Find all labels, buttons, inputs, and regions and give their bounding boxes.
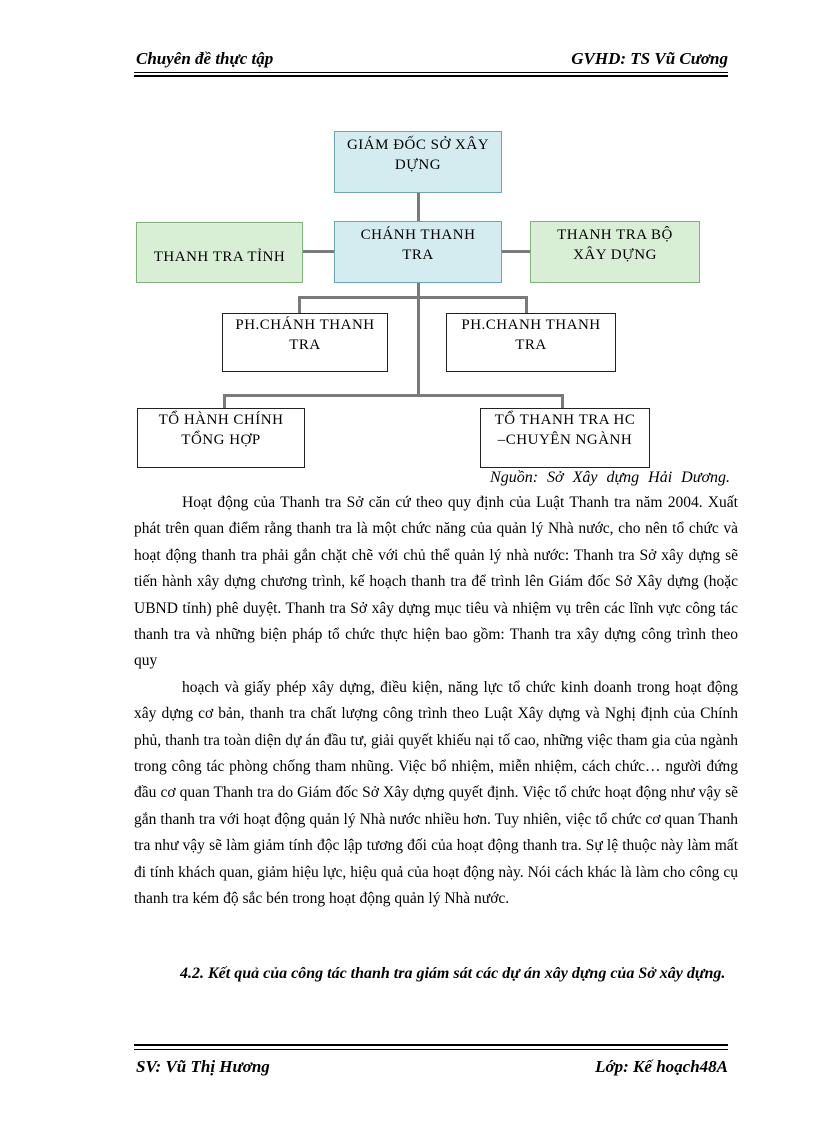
paragraph-2: hoạch và giấy phép xây dựng, điều kiện, năng lực tổ chức kinh doanh trong hoạt động xây dựng cơ bản, thanh tra chất lượng công trình theo Luật Xây dựng và Nghị định của Chính phủ, thanh tra toàn diện dự án đầu tư, giải quyết khiếu nại tố cao, những việc tham gia của ngành trong công tác phòng chống tham nhũng. Việc bổ nhiệm, miễn nhiệm, cách chức… người đứng đầu cơ quan Thanh tra do Giám đốc Sở Xây dựng quyết định. Việc tổ chức hoạt động như vậy sẽ gắn thanh tra với hoạt động quản lý Nhà nước nhiều hơn. Tuy nhiên, việc tổ chức cơ quan Thanh tra như vậy sẽ làm giảm tính độc lập tương đối của hoạt động thanh tra. Sự lệ thuộc này làm mất đi tính khách quan, giảm hiệu lực, hiệu quả của hoạt động này. Nói cách khác là làm cho công cụ thanh tra kém độ sắc bén trong hoạt động quản lý Nhà nước.	[134, 678, 738, 908]
connector-units-bar	[223, 394, 564, 397]
connector-chief-ministry	[502, 250, 530, 253]
connector-director-chief	[417, 193, 420, 221]
chart-source: Nguồn: Sở Xây dựng Hải Dương.	[490, 469, 730, 486]
box-specialized-unit: TỔ THANH TRA HC –CHUYÊN NGÀNH	[480, 408, 650, 468]
footer-rule-thick	[134, 1044, 728, 1046]
section-heading: 4.2. Kết quả của công tác thanh tra giám sát các dự án xây dựng của Sở xây dựng.	[180, 965, 726, 982]
footer-student: SV: Vũ Thị Hương	[136, 1057, 270, 1076]
footer-class: Lớp: Kế hoạch48A	[595, 1057, 728, 1076]
box-ministry-inspector: THANH TRA BỘ XÂY DỰNG	[530, 221, 700, 283]
box-admin-unit: TỔ HÀNH CHÍNH TỔNG HỢP	[137, 408, 305, 468]
box-chief-inspector: CHÁNH THANH TRA	[334, 221, 502, 283]
paragraph-1: Hoạt động của Thanh tra Sở căn cứ theo quy định của Luật Thanh tra năm 2004. Xuất phát trên quan điểm rằng thanh tra là một chức năng của quản lý Nhà nước, cho nên tổ chức và hoạt động thanh tra phải gắn chặt chẽ với chủ thể quản lý nhà nước: Thanh tra Sở xây dựng sẽ tiến hành xây dựng chương trình, kế hoạch thanh tra để trình lên Giám đốc Sở Xây dựng (hoặc UBND tỉnh) phê duyệt. Thanh tra Sở xây dựng mục tiêu và nhiệm vụ trên các lĩnh vực công tác thanh tra và những biện pháp tổ chức thực hiện bao gồm: Thanh tra xây dựng công trình theo quy	[134, 494, 738, 670]
box-deputy-right: PH.CHANH THANH TRA	[446, 313, 616, 372]
header-title: Chuyên đề thực tập	[136, 49, 274, 68]
connector-deputy-right	[525, 296, 528, 313]
header-advisor: GVHD: TS Vũ Cương	[571, 49, 728, 68]
connector-unit-left	[223, 394, 226, 408]
box-director: GIÁM ĐỐC SỞ XÂY DỰNG	[334, 131, 502, 193]
footer-rule-thin	[134, 1049, 728, 1050]
connector-deputy-left	[298, 296, 301, 313]
body-text	[134, 490, 738, 913]
box-province-inspector: THANH TRA TỈNH	[136, 222, 303, 283]
header-rule-thick	[134, 75, 728, 77]
header-rule-thin	[134, 72, 728, 73]
connector-province-chief	[303, 250, 334, 253]
box-deputy-left: PH.CHÁNH THANH TRA	[222, 313, 388, 372]
connector-trunk	[417, 283, 420, 397]
connector-deputies-bar	[298, 296, 528, 299]
connector-unit-right	[561, 394, 564, 408]
